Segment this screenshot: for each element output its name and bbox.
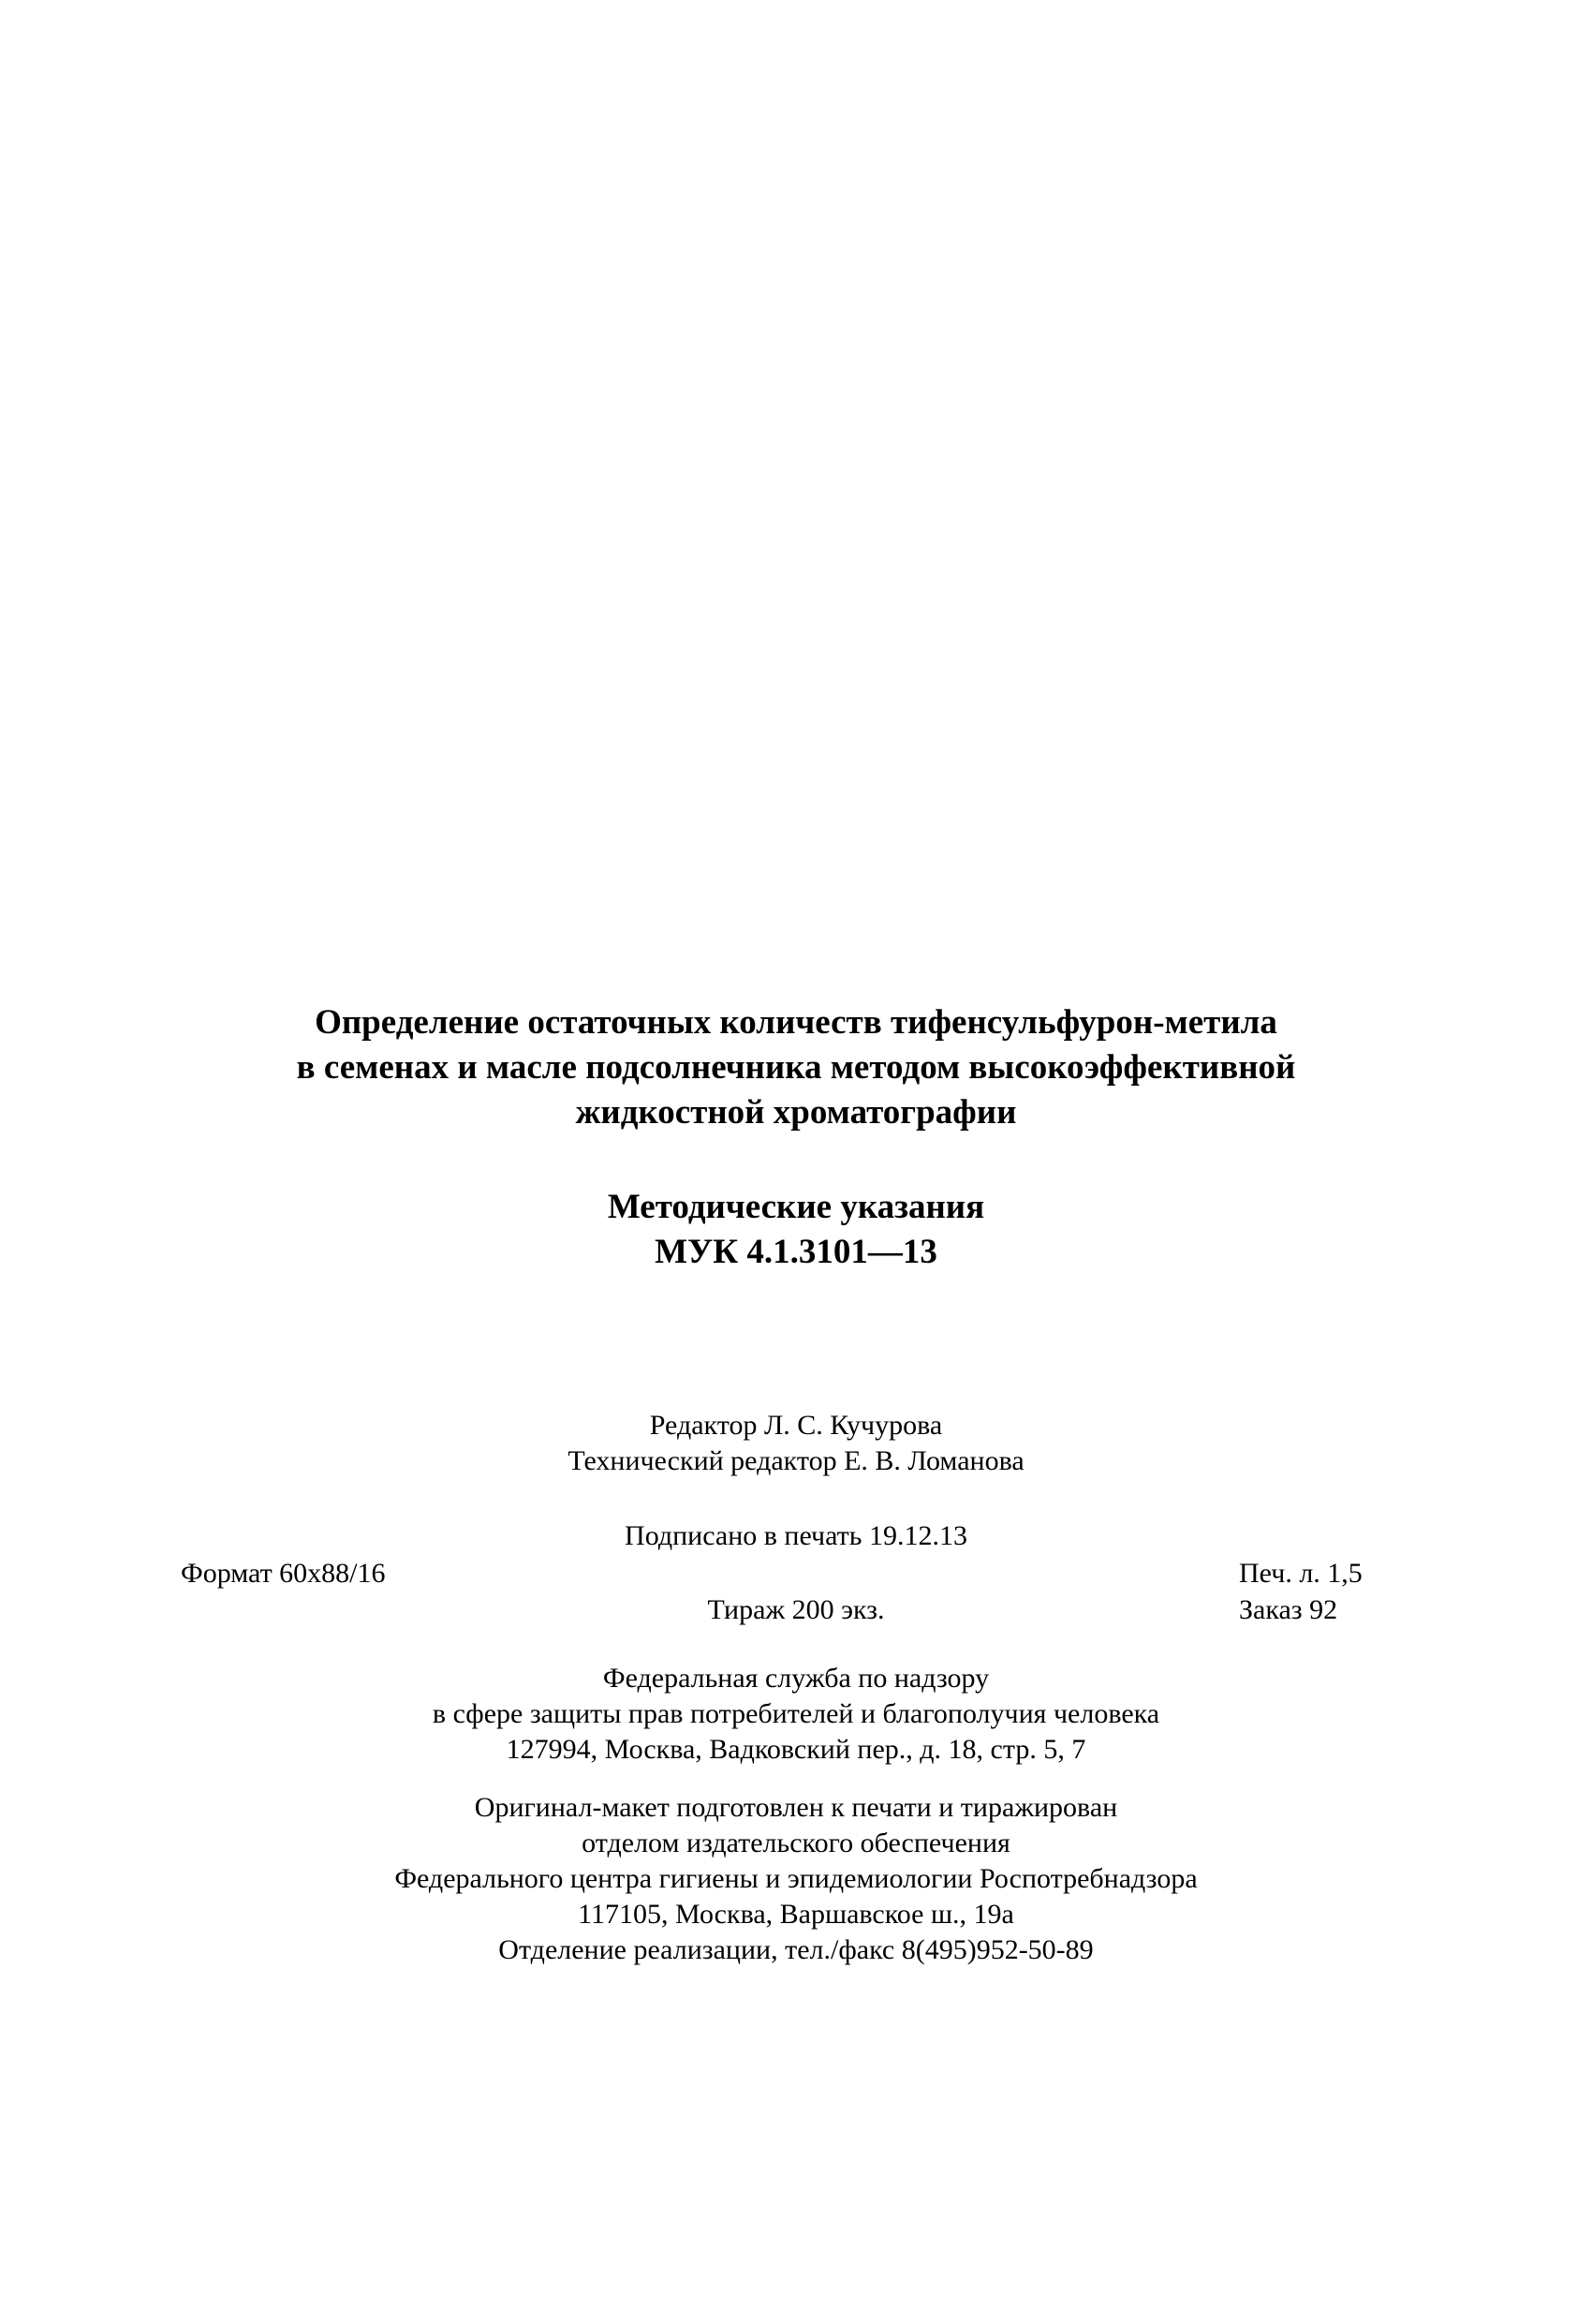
title-line-3: жидкостной хроматографии (575, 1093, 1017, 1132)
title-line-1: Определение остаточных количеств тифенсульфурон-метила (315, 1003, 1277, 1042)
printer-line-5: Отделение реализации, тел./факс 8(495)952-50-89 (498, 1934, 1094, 1965)
title-line-2: в семенах и масле подсолнечника методом высокоэффективной (296, 1048, 1296, 1087)
printer-line-1: Оригинал-макет подготовлен к печати и тиражирован (474, 1792, 1118, 1823)
publisher-line-3: 127994, Москва, Вадковский пер., д. 18, стр. 5, 7 (506, 1734, 1086, 1765)
document-subtitle (0, 1185, 1592, 1275)
printer-line-3: Федерального центра гигиены и эпидемиологии Роспотребнадзора (394, 1863, 1198, 1894)
publisher-block (0, 1661, 1592, 1768)
printer-line-2: отделом издательского обеспечения (582, 1828, 1010, 1858)
publisher-line-2: в сфере защиты прав потребителей и благополучия человека (432, 1698, 1160, 1729)
editor-line: Редактор Л. С. Кучурова (649, 1410, 943, 1441)
printer-line-4: 117105, Москва, Варшавское ш., 19а (578, 1899, 1014, 1930)
print-sheets: Печ. л. 1,5 (1239, 1558, 1363, 1589)
printer-block (0, 1790, 1592, 1968)
publisher-line-1: Федеральная служба по надзору (602, 1663, 990, 1694)
order-number: Заказ 92 (1239, 1594, 1338, 1625)
editors-block (0, 1408, 1592, 1479)
document-kind: Методические указания (607, 1188, 985, 1226)
paper-format: Формат 60x88/16 (181, 1558, 386, 1589)
circulation: Тираж 200 экз. (707, 1594, 885, 1625)
tech-editor-line: Технический редактор Е. В. Ломанова (568, 1445, 1024, 1476)
signed-to-print: Подписано в печать 19.12.13 (625, 1520, 967, 1551)
document-code: МУК 4.1.3101—13 (655, 1233, 937, 1271)
document-title (0, 1000, 1592, 1135)
